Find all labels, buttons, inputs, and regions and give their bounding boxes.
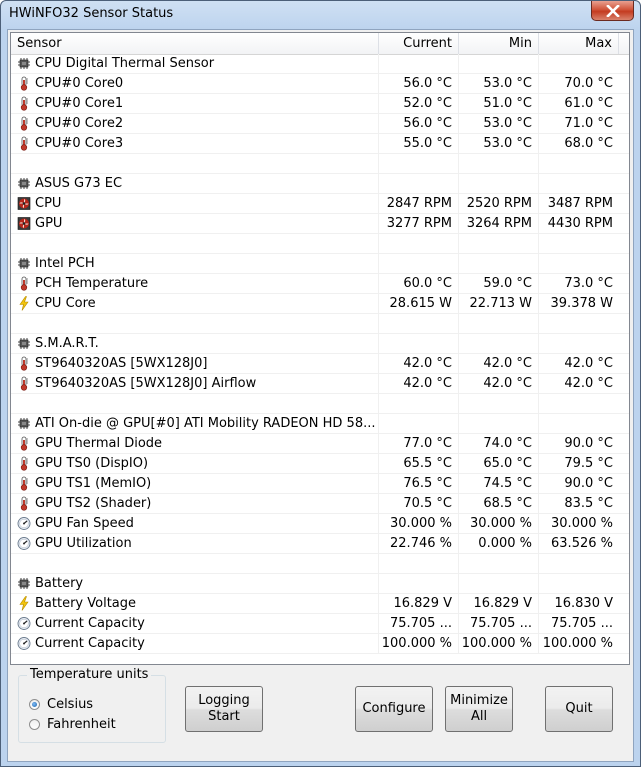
max-value-cell [539,254,619,273]
sensor-table[interactable] [10,32,630,665]
current-value-cell: 22.746 % [379,534,459,553]
current-value-cell [379,254,459,273]
sensor-name-cell: CPU [11,194,379,213]
max-value-cell: 70.0 °C [564,76,613,91]
current-value-cell: 76.5 °C [379,474,459,493]
current-value-cell: 60.0 °C [379,274,459,293]
sensor-name-cell: GPU TS0 (DispIO) [11,454,379,473]
min-value-cell: 42.0 °C [459,354,539,373]
close-button[interactable] [591,1,634,21]
max-value-cell: 71.0 °C [564,116,613,131]
min-value-cell [459,314,539,333]
sensor-name-cell: GPU [11,214,379,233]
table-row[interactable] [11,274,629,294]
max-value-cell: 79.5 °C [564,456,613,471]
sensor-name-cell [11,154,379,173]
table-empty-row [11,314,629,334]
sensor-name-cell [11,234,379,253]
current-value-cell: 75.705 ... [379,614,459,633]
table-row[interactable] [11,514,629,534]
min-value-cell: 2520 RPM [459,194,539,213]
min-value-cell [459,54,539,73]
column-header-sensor[interactable]: Sensor [11,33,379,54]
sensor-name-cell [11,314,379,333]
current-value-cell [379,574,459,593]
sensor-name-cell: GPU Fan Speed [11,514,379,533]
current-value-cell [379,314,459,333]
table-empty-row [11,394,629,414]
current-value-cell: 100.000 % [379,634,459,653]
radio-celsius-label: Celsius [47,697,94,712]
current-value-cell: 2847 RPM [379,194,459,213]
table-group-row[interactable] [11,574,629,594]
table-row[interactable] [11,494,629,514]
column-header-min[interactable]: Min [459,33,539,54]
current-value-cell [379,394,459,413]
table-row[interactable] [11,294,629,314]
table-row[interactable] [11,534,629,554]
table-group-row[interactable] [11,174,629,194]
sensor-name-cell: Current Capacity [11,614,379,633]
radio-fahrenheit-indicator[interactable] [29,719,40,730]
min-value-cell: 100.000 % [459,634,539,653]
sensor-name-cell: CPU#0 Core3 [11,134,379,153]
min-value-cell: 0.000 % [459,534,539,553]
table-row[interactable] [11,114,629,134]
min-value-cell [459,154,539,173]
min-value-cell [459,234,539,253]
max-value-cell: 4430 RPM [547,216,613,231]
sensor-name-cell: CPU#0 Core2 [11,114,379,133]
sensor-name-cell: CPU#0 Core0 [11,74,379,93]
current-value-cell: 56.0 °C [379,114,459,133]
max-value-cell [539,174,619,193]
max-value-cell: 42.0 °C [564,356,613,371]
max-value-cell: 16.830 V [554,596,613,611]
table-rows [11,54,629,654]
table-row[interactable] [11,354,629,374]
max-value-cell [539,234,619,253]
min-value-cell: 74.0 °C [459,434,539,453]
table-row[interactable] [11,594,629,614]
min-value-cell: 51.0 °C [459,94,539,113]
current-value-cell: 65.5 °C [379,454,459,473]
sensor-name-cell: ST9640320AS [5WX128J0] [11,354,379,373]
max-value-cell [539,54,619,73]
min-value-cell: 16.829 V [459,594,539,613]
sensor-name-cell: GPU Thermal Diode [11,434,379,453]
max-value-cell: 73.0 °C [564,276,613,291]
column-header-current[interactable]: Current [379,33,459,54]
table-row[interactable] [11,374,629,394]
current-value-cell: 42.0 °C [379,374,459,393]
min-value-cell [459,174,539,193]
max-value-cell [539,314,619,333]
configure-button[interactable]: Configure [355,686,433,732]
table-header [11,33,629,55]
table-empty-row [11,554,629,574]
min-value-cell: 68.5 °C [459,494,539,513]
sensor-name-cell: ATI On-die @ GPU[#0] ATI Mobility RADEON HD 58... [11,414,379,433]
sensor-name-cell [11,554,379,573]
max-value-cell [539,334,619,353]
radio-fahrenheit-label: Fahrenheit [47,717,116,732]
sensor-name-cell: PCH Temperature [11,274,379,293]
sensor-name-cell: CPU Digital Thermal Sensor [11,54,379,73]
min-value-cell: 3264 RPM [459,214,539,233]
table-group-row[interactable] [11,334,629,354]
min-value-cell: 65.0 °C [459,454,539,473]
sensor-name-cell: Battery Voltage [11,594,379,613]
min-value-cell: 53.0 °C [459,74,539,93]
column-header-max[interactable]: Max [539,33,619,54]
min-value-cell [459,254,539,273]
current-value-cell [379,174,459,193]
table-group-row[interactable] [11,414,629,434]
close-icon [606,5,620,17]
max-value-cell [539,154,619,173]
min-value-cell: 59.0 °C [459,274,539,293]
max-value-cell: 100.000 % [542,636,613,651]
current-value-cell: 70.5 °C [379,494,459,513]
min-value-cell: 53.0 °C [459,134,539,153]
sensor-name-cell: ASUS G73 EC [11,174,379,193]
sensor-name-cell: ST9640320AS [5WX128J0] Airflow [11,374,379,393]
min-value-cell [459,394,539,413]
table-row[interactable] [11,634,629,654]
min-value-cell: 53.0 °C [459,114,539,133]
min-value-cell: 74.5 °C [459,474,539,493]
max-value-cell [539,414,619,433]
current-value-cell: 16.829 V [379,594,459,613]
current-value-cell: 52.0 °C [379,94,459,113]
minimize-all-button[interactable]: Minimize All [445,686,513,732]
max-value-cell: 39.378 W [550,296,613,311]
sensor-name-cell: CPU#0 Core1 [11,94,379,113]
min-value-cell: 22.713 W [459,294,539,313]
window-title: HWiNFO32 Sensor Status [9,6,174,21]
sensor-name-cell: S.M.A.R.T. [11,334,379,353]
temperature-units-title: Temperature units [27,667,151,682]
max-value-cell [539,554,619,573]
min-value-cell [459,414,539,433]
current-value-cell [379,414,459,433]
max-value-cell: 75.705 ... [550,616,613,631]
table-group-row[interactable] [11,254,629,274]
quit-button[interactable]: Quit [545,686,613,732]
table-empty-row [11,234,629,254]
min-value-cell: 30.000 % [459,514,539,533]
min-value-cell [459,554,539,573]
current-value-cell: 30.000 % [379,514,459,533]
logging-start-button[interactable]: Logging Start [185,686,263,732]
sensor-name-cell: GPU TS1 (MemIO) [11,474,379,493]
sensor-name-cell: CPU Core [11,294,379,313]
max-value-cell: 90.0 °C [564,436,613,451]
radio-celsius-indicator[interactable] [29,699,40,710]
sensor-name-cell: Current Capacity [11,634,379,653]
sensor-name-cell: GPU Utilization [11,534,379,553]
max-value-cell: 3487 RPM [547,196,613,211]
table-row[interactable] [11,214,629,234]
max-value-cell [539,394,619,413]
sensor-name-cell: Battery [11,574,379,593]
max-value-cell: 83.5 °C [564,496,613,511]
current-value-cell: 77.0 °C [379,434,459,453]
table-group-row[interactable] [11,54,629,74]
current-value-cell: 56.0 °C [379,74,459,93]
current-value-cell: 42.0 °C [379,354,459,373]
table-row[interactable] [11,474,629,494]
min-value-cell [459,334,539,353]
max-value-cell: 63.526 % [551,536,613,551]
table-row[interactable] [11,94,629,114]
sensor-name-cell [11,394,379,413]
max-value-cell: 68.0 °C [564,136,613,151]
current-value-cell [379,334,459,353]
current-value-cell: 3277 RPM [379,214,459,233]
table-empty-row [11,154,629,174]
table-row[interactable] [11,454,629,474]
temperature-units-group [18,667,166,743]
table-row[interactable] [11,614,629,634]
current-value-cell: 28.615 W [379,294,459,313]
current-value-cell [379,54,459,73]
table-row[interactable] [11,194,629,214]
max-value-cell: 42.0 °C [564,376,613,391]
max-value-cell [539,574,619,593]
table-row[interactable] [11,434,629,454]
max-value-cell: 90.0 °C [564,476,613,491]
max-value-cell: 30.000 % [551,516,613,531]
max-value-cell: 61.0 °C [564,96,613,111]
min-value-cell: 75.705 ... [459,614,539,633]
min-value-cell: 42.0 °C [459,374,539,393]
sensor-name-cell: Intel PCH [11,254,379,273]
min-value-cell [459,574,539,593]
client-area [7,29,634,762]
table-row[interactable] [11,74,629,94]
sensor-name-cell: GPU TS2 (Shader) [11,494,379,513]
title-bar[interactable] [1,1,640,29]
current-value-cell [379,554,459,573]
current-value-cell: 55.0 °C [379,134,459,153]
current-value-cell [379,154,459,173]
table-row[interactable] [11,134,629,154]
current-value-cell [379,234,459,253]
